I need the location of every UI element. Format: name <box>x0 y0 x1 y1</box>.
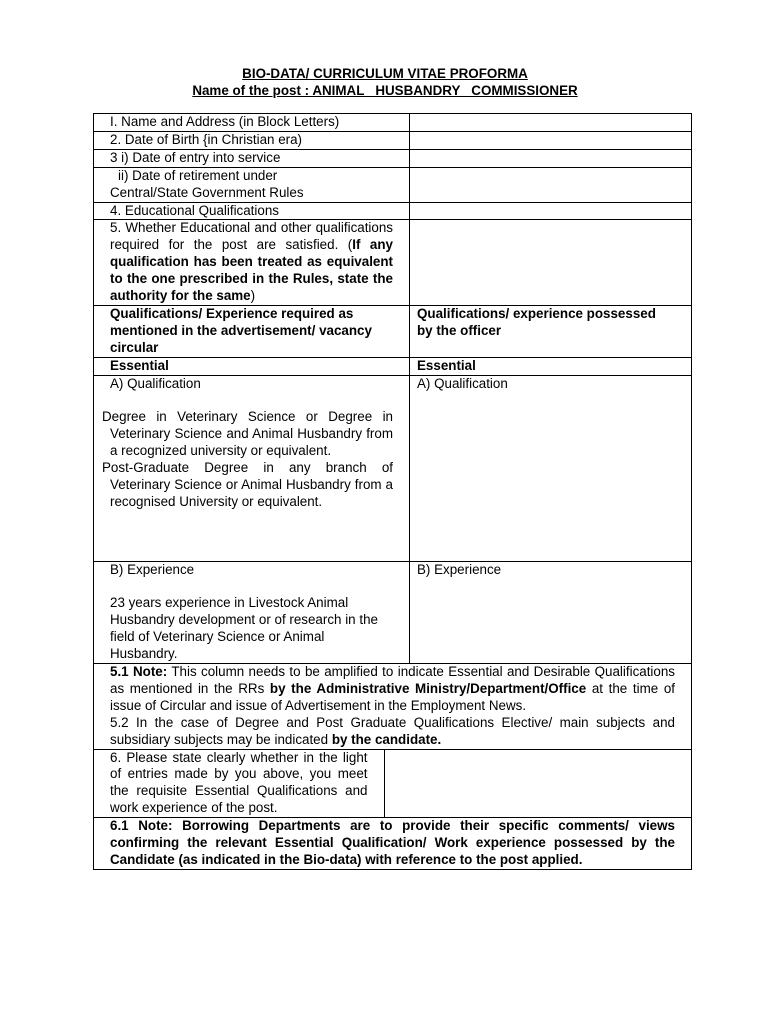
document-title: BIO-DATA/ CURRICULUM VITAE PROFORMA <box>242 66 528 81</box>
row-note-5 <box>94 664 692 750</box>
note-5-2-text: 5.2 In the case of Degree and Post Graduate Qualifications Elective/ main subjects and subsidiary subjects may be indicated <box>110 714 675 747</box>
essential-label-left: Essential <box>94 357 410 375</box>
qualification-item-postgraduate: Post-Graduate Degree in any branch of Veterinary Science or Animal Husbandry from a recognised University or equivalent. <box>102 460 393 509</box>
label-date-of-birth: 2. Date of Birth {in Christian era) <box>94 131 410 149</box>
field-name-address[interactable] <box>410 114 692 132</box>
note-5-block: 5.1 Note: This column needs to be amplified to indicate Essential and Desirable Qualifications as mentioned in the RRs by the Administrative Ministry/Department/Office at the time of issue of Circular and issue of Advertisement in the Employment News. 5.2 In the case of Degree and Post Graduate Qualifications Elective/ main subjects and subsidiary subjects may be indicated by the candidate. <box>94 664 692 750</box>
qualification-label-left: A) Qualification <box>110 375 201 391</box>
row-date-of-retirement <box>94 167 692 202</box>
biodata-table <box>93 113 692 870</box>
field-experience-possessed[interactable] <box>410 561 692 663</box>
row-essential <box>94 357 692 375</box>
label-date-of-entry: 3 i) Date of entry into service <box>94 149 410 167</box>
row-note-6 <box>94 818 692 870</box>
label-retirement-line2: Central/State Government Rules <box>110 184 304 200</box>
qualification-label-right: A) Qualification <box>417 375 508 391</box>
row-question-6 <box>94 749 692 818</box>
label-educational-qualifications: 4. Educational Qualifications <box>94 202 410 220</box>
note-5-1-label: 5.1 Note: <box>110 664 168 680</box>
row-name-address <box>94 114 692 132</box>
label-question-6: 6. Please state clearly whether in the light of entries made by you above, you meet the requisite Essential Qualifications and work experience of the post. <box>94 750 384 818</box>
experience-label-right: B) Experience <box>417 561 502 577</box>
row-qualifications-satisfied <box>94 220 692 306</box>
field-date-of-entry[interactable] <box>410 149 692 167</box>
field-question-6[interactable] <box>384 750 691 818</box>
field-date-of-birth[interactable] <box>410 131 692 149</box>
row-experience <box>94 561 692 663</box>
experience-label-left: B) Experience <box>110 561 195 577</box>
field-educational-qualifications[interactable] <box>410 202 692 220</box>
experience-requirement: 23 years experience in Livestock Animal Husbandry development or of research in the field of Veterinary Science or Animal Husbandry. <box>110 595 378 662</box>
field-date-of-retirement[interactable] <box>410 167 692 202</box>
label-retirement-line1: ii) Date of retirement under <box>118 167 278 183</box>
essential-label-right: Essential <box>410 357 692 375</box>
header-required-qualifications: Qualifications/ Experience required as mentioned in the advertisement/ vacancy circular <box>94 305 410 357</box>
row-educational-qualifications <box>94 202 692 220</box>
row-date-of-birth <box>94 131 692 149</box>
field-qualifications-satisfied[interactable] <box>410 220 692 306</box>
header-possessed-qualifications: Qualifications/ experience possessed by the officer <box>410 305 692 357</box>
label-qualifications-satisfied: 5. Whether Educational and other qualifications required for the post are satisfied. (If any qualification has been treated as equivalent to the one prescribed in the Rules, state the authority for the same) <box>94 220 410 306</box>
row-comparison-header <box>94 305 692 357</box>
row-date-of-entry <box>94 149 692 167</box>
label-name-address: I. Name and Address (in Block Letters) <box>94 114 410 132</box>
post-name-heading: Name of the post : ANIMAL HUSBANDRY COMMISSIONER <box>192 83 578 98</box>
qualification-item-degree: Degree in Veterinary Science or Degree in Veterinary Science and Animal Husbandry from a recognized university or equivalent. <box>102 409 393 459</box>
row-qualification <box>94 375 692 561</box>
field-qualification-possessed[interactable] <box>410 375 692 561</box>
note-6-1: 6.1 Note: Borrowing Departments are to provide their specific comments/ views confirming the relevant Essential Qualification/ Work experience possessed by the Candidate (as indicated in the Bio-data) with reference to the post applied. <box>94 818 692 870</box>
